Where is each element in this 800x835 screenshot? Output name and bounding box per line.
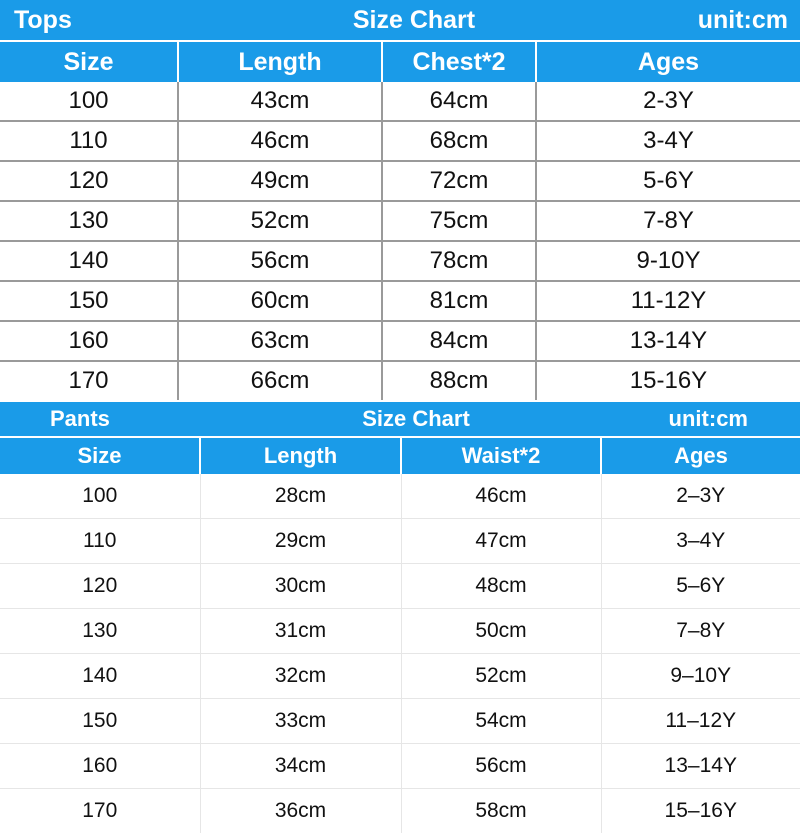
tops-length-cell: 46cm — [178, 121, 382, 161]
table-row — [0, 564, 800, 609]
pants-size-cell: 150 — [0, 699, 200, 744]
pants-header-size: Size — [0, 437, 200, 474]
tops-size-chart — [0, 0, 800, 402]
pants-waist-cell: 50cm — [401, 609, 601, 654]
pants-length-cell: 29cm — [200, 519, 401, 564]
tops-size-cell: 130 — [0, 201, 178, 241]
pants-category-label: Pants — [50, 406, 110, 431]
table-row — [0, 699, 800, 744]
tops-chest-cell: 88cm — [382, 361, 536, 400]
pants-size-chart — [0, 402, 800, 835]
pants-length-cell: 31cm — [200, 609, 401, 654]
pants-waist-cell: 46cm — [401, 474, 601, 519]
tops-ages-cell: 11-12Y — [536, 281, 800, 321]
pants-ages-cell: 9–10Y — [601, 654, 800, 699]
tops-header-length: Length — [178, 41, 382, 82]
tops-length-cell: 60cm — [178, 281, 382, 321]
pants-chart-title: Size Chart — [362, 406, 470, 431]
pants-length-cell: 28cm — [200, 474, 401, 519]
tops-size-cell: 120 — [0, 161, 178, 201]
tops-table — [0, 40, 800, 400]
pants-header-length: Length — [200, 437, 401, 474]
pants-title-bar — [0, 402, 800, 436]
table-row — [0, 361, 800, 400]
table-row — [0, 121, 800, 161]
tops-chest-cell: 75cm — [382, 201, 536, 241]
pants-ages-cell: 13–14Y — [601, 744, 800, 789]
tops-chest-cell: 68cm — [382, 121, 536, 161]
tops-length-cell: 43cm — [178, 82, 382, 121]
pants-length-cell: 30cm — [200, 564, 401, 609]
tops-ages-cell: 15-16Y — [536, 361, 800, 400]
tops-chest-cell: 72cm — [382, 161, 536, 201]
tops-chart-title: Size Chart — [352, 6, 476, 34]
table-row — [0, 744, 800, 789]
pants-unit-label: unit:cm — [668, 406, 748, 431]
pants-length-cell: 34cm — [200, 744, 401, 789]
pants-length-cell: 32cm — [200, 654, 401, 699]
pants-waist-cell: 58cm — [401, 789, 601, 834]
pants-waist-cell: 47cm — [401, 519, 601, 564]
tops-header-chest: Chest*2 — [382, 41, 536, 82]
tops-ages-cell: 9-10Y — [536, 241, 800, 281]
pants-size-cell: 140 — [0, 654, 200, 699]
tops-ages-cell: 2-3Y — [536, 82, 800, 121]
table-row — [0, 241, 800, 281]
pants-size-cell: 160 — [0, 744, 200, 789]
tops-size-cell: 170 — [68, 367, 109, 394]
tops-header-ages: Ages — [536, 41, 800, 82]
pants-size-cell: 170 — [82, 799, 118, 822]
tops-ages-cell: 13-14Y — [536, 321, 800, 361]
table-row — [0, 82, 800, 121]
tops-header-size: Size — [0, 41, 178, 82]
pants-waist-cell: 52cm — [401, 654, 601, 699]
pants-size-cell: 130 — [0, 609, 200, 654]
pants-size-cell: 120 — [0, 564, 200, 609]
pants-ages-cell: 7–8Y — [601, 609, 800, 654]
tops-length-cell: 63cm — [178, 321, 382, 361]
table-row — [0, 321, 800, 361]
pants-ages-cell: 11–12Y — [601, 699, 800, 744]
tops-length-cell: 56cm — [178, 241, 382, 281]
tops-ages-cell: 3-4Y — [536, 121, 800, 161]
tops-chest-cell: 64cm — [382, 82, 536, 121]
pants-table — [0, 436, 800, 833]
tops-size-cell: 110 — [0, 121, 178, 161]
table-row — [0, 281, 800, 321]
pants-waist-cell: 54cm — [401, 699, 601, 744]
tops-length-cell: 66cm — [178, 361, 382, 400]
tops-length-cell: 49cm — [178, 161, 382, 201]
pants-size-cell: 110 — [0, 519, 200, 564]
table-row — [0, 519, 800, 564]
pants-length-cell: 36cm — [200, 789, 401, 834]
table-row — [0, 789, 800, 834]
pants-waist-cell: 56cm — [401, 744, 601, 789]
table-row — [0, 474, 800, 519]
pants-ages-cell: 15–16Y — [601, 789, 800, 834]
tops-category-label: Tops — [14, 6, 72, 34]
tops-size-cell: 100 — [0, 82, 178, 121]
pants-ages-cell: 2–3Y — [601, 474, 800, 519]
tops-size-cell: 140 — [0, 241, 178, 281]
tops-size-cell: 150 — [0, 281, 178, 321]
pants-ages-cell: 3–4Y — [601, 519, 800, 564]
tops-chest-cell: 84cm — [382, 321, 536, 361]
tops-size-cell: 160 — [0, 321, 178, 361]
pants-header-waist: Waist*2 — [401, 437, 601, 474]
table-row — [0, 201, 800, 241]
tops-chest-cell: 78cm — [382, 241, 536, 281]
pants-length-cell: 33cm — [200, 699, 401, 744]
tops-ages-cell: 5-6Y — [536, 161, 800, 201]
pants-size-cell: 100 — [0, 474, 200, 519]
pants-waist-cell: 48cm — [401, 564, 601, 609]
table-row — [0, 161, 800, 201]
tops-header-row — [0, 41, 800, 82]
pants-header-row — [0, 437, 800, 474]
table-row — [0, 609, 800, 654]
tops-title-bar — [0, 0, 800, 40]
tops-chest-cell: 81cm — [382, 281, 536, 321]
tops-unit-label: unit:cm — [697, 6, 788, 34]
tops-ages-cell: 7-8Y — [536, 201, 800, 241]
pants-header-ages: Ages — [601, 437, 800, 474]
table-row — [0, 654, 800, 699]
pants-ages-cell: 5–6Y — [601, 564, 800, 609]
tops-length-cell: 52cm — [178, 201, 382, 241]
